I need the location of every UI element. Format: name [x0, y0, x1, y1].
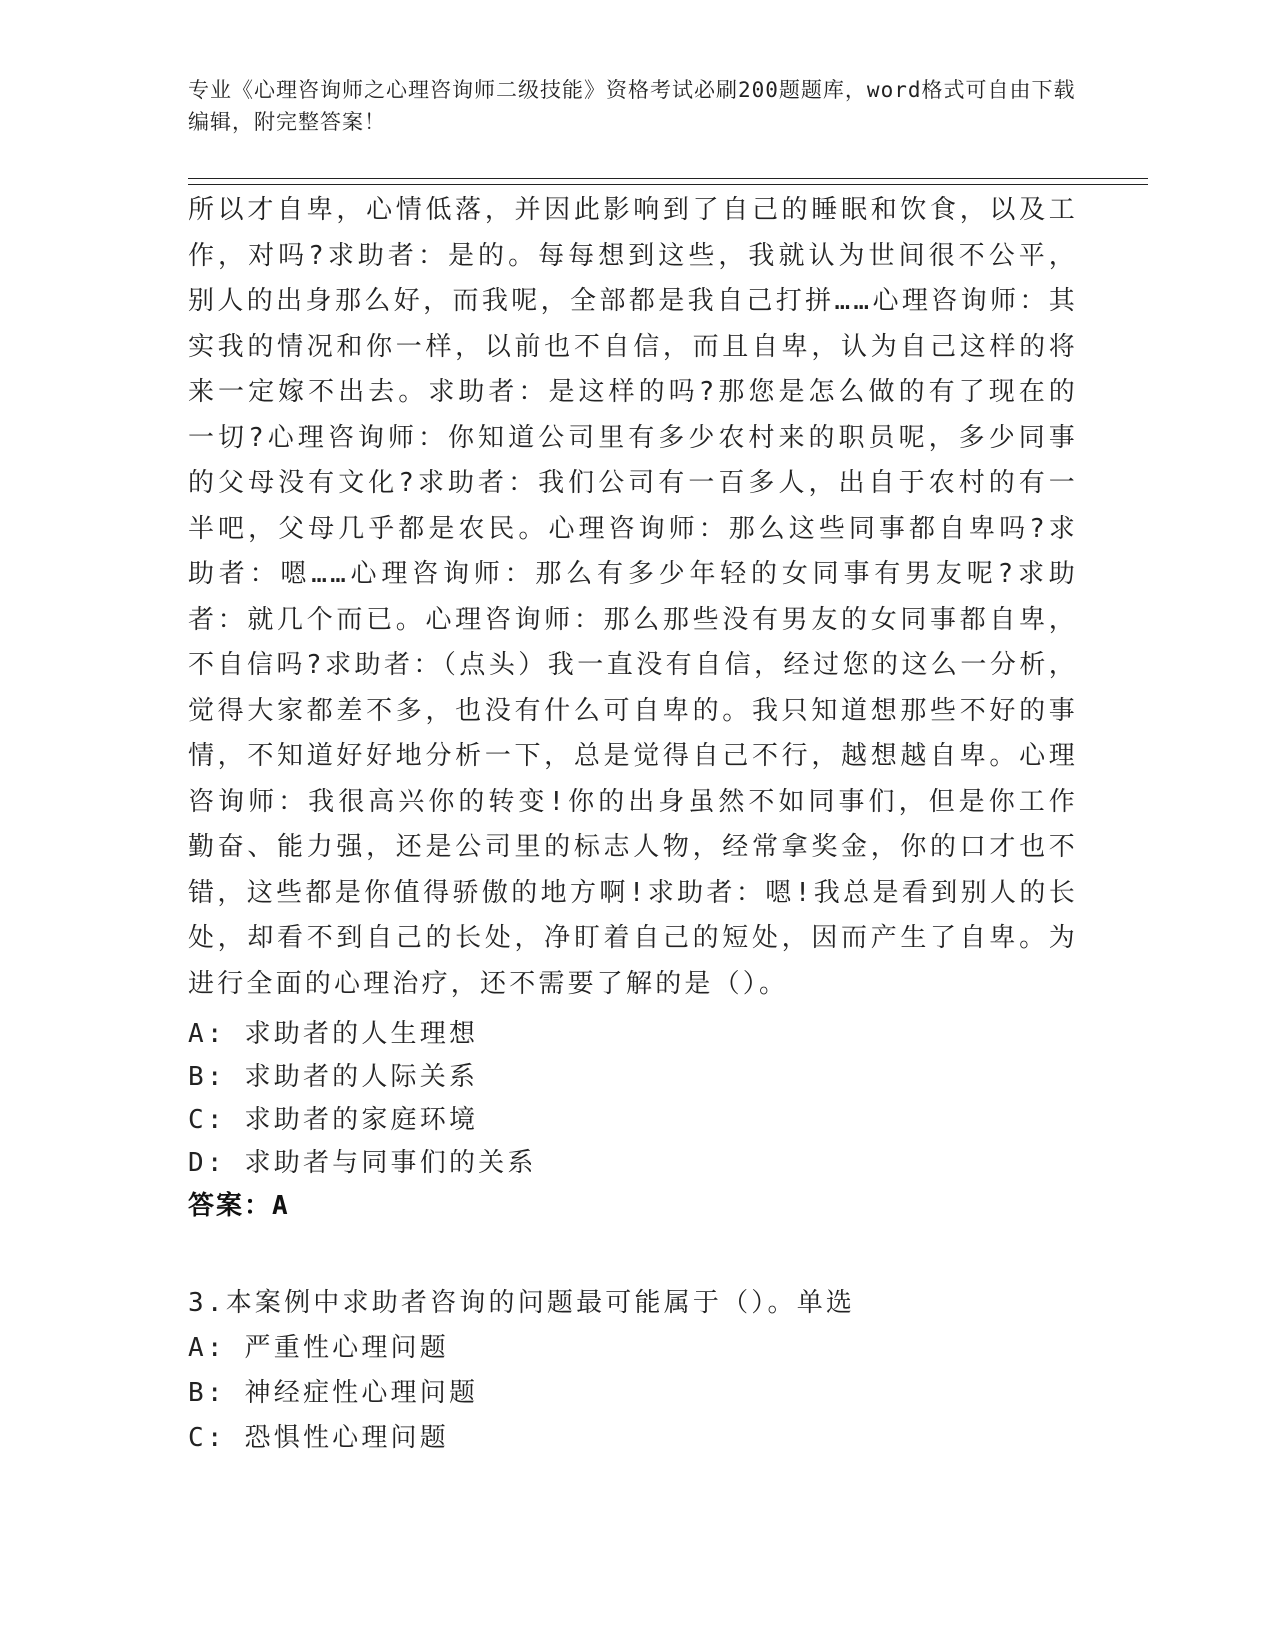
q2-option-b: B: 求助者的人际关系: [188, 1062, 479, 1092]
q3-option-b: B: 神经症性心理问题: [188, 1378, 479, 1408]
page-header: 专业《心理咨询师之心理咨询师二级技能》资格考试必刷200题题库，word格式可自由下载编辑，附完整答案！: [188, 78, 1076, 134]
case-passage: 所以才自卑，心情低落，并因此影响到了自己的睡眠和饮食，以及工作，对吗?求助者：是的。每每想到这些，我就认为世间很不公平，别人的出身那么好，而我呢，全部都是我自己打拼……心理咨询师：其实我的情况和你一样，以前也不自信，而且自卑，认为自己这样的将来一定嫁不出去。求助者：是这样的吗?那您是怎么做的有了现在的一切?心理咨询师：你知道公司里有多少农村来的职员呢，多少同事的父母没有文化?求助者：我们公司有一百多人，出自于农村的有一半吧，父母几乎都是农民。心理咨询师：那么这些同事都自卑吗?求助者：嗯……心理咨询师：那么有多少年轻的女同事有男友呢?求助者：就几个而已。心理咨询师：那么那些没有男友的女同事都自卑，不自信吗?求助者：（点头）我一直没有自信，经过您的这么一分析，觉得大家都差不多，也没有什么可自卑的。我只知道想那些不好的事情，不知道好好地分析一下，总是觉得自己不行，越想越自卑。心理咨询师：我很高兴你的转变!你的出身虽然不如同事们，但是你工作勤奋、能力强，还是公司里的标志人物，经常拿奖金，你的口才也不错，这些都是你值得骄傲的地方啊!求助者：嗯!我总是看到别人的长处，却看不到自己的长处，净盯着自己的短处，因而产生了自卑。为进行全面的心理治疗，还不需要了解的是（）。: [188, 195, 1078, 999]
q2-option-c: C: 求助者的家庭环境: [188, 1105, 479, 1135]
q2-answer: 答案：A: [188, 1191, 290, 1221]
q3-stem: 3.本案例中求助者咨询的问题最可能属于（）。单选: [188, 1288, 856, 1318]
q3-option-a: A: 严重性心理问题: [188, 1333, 449, 1363]
q2-option-d: D: 求助者与同事们的关系: [188, 1148, 537, 1178]
header-divider: [188, 178, 1148, 185]
q3-option-c: C: 恐惧性心理问题: [188, 1423, 449, 1453]
q2-option-a: A: 求助者的人生理想: [188, 1019, 479, 1049]
